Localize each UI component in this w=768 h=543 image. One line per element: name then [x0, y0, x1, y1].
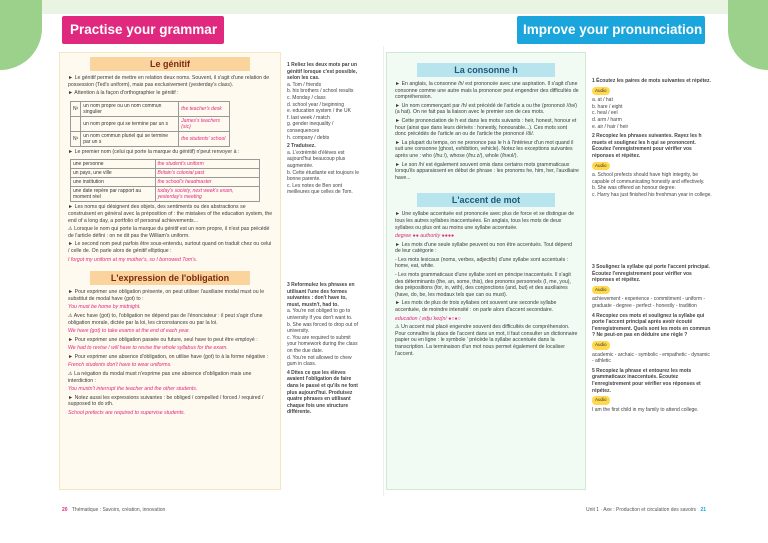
- exercise-line: a. at / hat: [592, 97, 613, 104]
- section-heading-obligation: L'expression de l'obligation: [90, 271, 250, 285]
- audio-button[interactable]: Audio: [592, 396, 610, 405]
- footer-text: Unit 1 · Axe : Production et circulation des savoirs: [585, 507, 697, 513]
- paragraph: ⚠ La négation du modal must n'exprime pas une absence d'obligation mais une interdiction :: [68, 371, 252, 384]
- example-line: [387, 233, 585, 242]
- paragraph: ► Pour exprimer une obligation passée ou future, seul have to peut être employé :: [68, 336, 258, 343]
- exercise-line: a. L'extrémité d'élèves est aujourd'hui beaucoup plus augmentée.: [287, 149, 346, 169]
- exercise-line: 3 Reformulez les phrases en utilisant l'une des formes suivantes : don't have to, must, mustn't, had to.: [287, 282, 355, 308]
- exercise-line: c. Monday / class: [287, 94, 326, 101]
- page-gutter: [383, 46, 384, 496]
- exercise-line: 2 Traduisez.: [287, 143, 316, 150]
- exercise-line: I am the first child in my family to attend college.: [592, 406, 699, 413]
- exercise-line: academic - archaic - symbolic - empathetic - dynamic - athletic: [592, 351, 710, 365]
- exercise-line: d. You're not allowed to chew gum in class.: [287, 354, 352, 368]
- table-cell: James's teachers (sic): [179, 116, 230, 131]
- table-cell: N¹: [71, 131, 81, 146]
- table-cell: une date repère par rapport au moment réel: [71, 187, 156, 202]
- exercise-line: 4 Recopiez ces mots et soulignez la syllabe qui porte l'accent principal après avoir écouté l'enregistrement. Quels sont les mots en commun ? Ne peut-on pas en déduire une règle ?: [592, 312, 711, 339]
- table-row: [71, 101, 230, 116]
- paragraph: ► Le génitif permet de mettre en relation deux noms. Souvent, il s'agit d'une relation de possession (Ted's uniform), mais pas exclusivement (yesterday's class).: [68, 75, 270, 88]
- paragraph: ► Pour exprimer une absence d'obligation, on utilise have (got) to à la forme négative :: [68, 353, 269, 360]
- exercise-line: e. education system / the UK: [287, 108, 351, 115]
- table-cell: the student's uniform: [155, 160, 260, 169]
- genitive-usage-table: [70, 159, 260, 202]
- section-heading-word-stress: L'accent de mot: [417, 193, 555, 207]
- exercise-line: c. Harry has just finished his freshman year in college.: [592, 191, 712, 198]
- exercise-column-h: [592, 78, 712, 199]
- table-cell: un pays, une ville: [71, 169, 156, 178]
- top-strip: [30, 0, 738, 14]
- table-cell: [71, 116, 81, 131]
- exercise-line: 1 Reliez les deux mots par un génitif lorsque c'est possible, selon les cas.: [287, 62, 358, 82]
- table-row: [71, 131, 230, 146]
- audio-button[interactable]: Audio: [592, 162, 610, 171]
- footer-right: [586, 507, 706, 513]
- paragraph: ⚠ Un accent mal placé engendre souvent des difficultés de compréhension. Pour connaître la place de l'accent dans un mot, il faut consulter un dictionnaire papier ou en ligne : le symbole ' précède la syllabe accentuée dans la transcription. La terminaison d'un mot nous permet également de localiser l'accent.: [395, 324, 578, 357]
- grammar-panel: [59, 52, 281, 490]
- page-title-grammar: Practise your grammar: [62, 16, 224, 44]
- table-cell: un nom commun pluriel qui se termine par un s: [81, 131, 179, 146]
- exercise-line: b. She was forced to drop out of university.: [287, 321, 358, 335]
- example-line: [60, 410, 280, 419]
- exercise-line: a. You're not obliged to go to university if you don't want to.: [287, 308, 353, 321]
- example-line: [387, 316, 585, 325]
- paragraph: - Les mots lexicaux (noms, verbes, adjectifs) d'une syllabe sont accentués : home, eat, white.: [395, 256, 569, 270]
- paragraph: ► Le premier nom (celui qui porte la marque du génitif) n'peut renvoyer à :: [68, 148, 240, 155]
- exercise-line: a. Tom / friends: [287, 81, 322, 88]
- example-text: We have (got) to take exams at the end of each year.: [68, 328, 190, 335]
- example-text: education /ˌedjuˈkeɪʃn/ ●○●○: [395, 315, 461, 322]
- exercise-line: e. air / hair / heir: [592, 123, 629, 130]
- audio-button[interactable]: Audio: [592, 286, 610, 295]
- paragraph: ► Un nom commençant par /h/ est précédé de l'article a ou the (prononcé /ðə/) (a hat). On ne fait pas la liaison avec le premier son de ces mots.: [395, 102, 578, 116]
- table-row: [71, 160, 260, 169]
- table-cell: une institution: [71, 178, 156, 187]
- paragraph: ► Le second nom peut parfois être sous-entendu, surtout quand on traduit chez ou celui / celle de. On parle alors de génitif elliptique :: [68, 241, 272, 254]
- page-number: 21: [700, 507, 706, 513]
- table-cell: today's society, next week's exam, yesterday's meeting: [155, 187, 260, 202]
- exercise-line: f. last week / match: [287, 114, 330, 121]
- exercise-column-genitive: [287, 62, 359, 196]
- table-row: [71, 116, 230, 131]
- exercise-line: b. Cette étudiante est toujours le bonne parente.: [287, 169, 359, 183]
- paragraph: ⚠ Avec have (got) to, l'obligation ne dépend pas de l'énonciateur : il peut s'agir d'une obligation morale, dictée par la loi, les circonstances ou par la loi.: [68, 312, 263, 326]
- table-cell: Britain's colonial past: [155, 169, 260, 178]
- example-line: [60, 345, 280, 354]
- paragraph: ► En anglais, la consonne /h/ est prononcée avec une aspiration. Il s'agit d'une consonne comme une autre mais la prononcer peut engendrer des difficultés de compréhension.: [395, 81, 579, 101]
- paragraph: ► Notez aussi les expressions suivantes : be obliged / compelled / forced / required / supposed to do sth.: [68, 394, 264, 408]
- page-number: 20: [62, 507, 68, 513]
- table-cell: un nom propre ou un nom commun singulier: [81, 101, 179, 116]
- exercise-line: b. She was offered an honour degree.: [592, 185, 676, 192]
- example-line: [60, 386, 280, 395]
- paragraph: ► Les mots d'une seule syllabe peuvent ou non être accentués. Tout dépend de leur catégorie :: [395, 241, 573, 255]
- example-line: [60, 362, 280, 371]
- exercise-line: c. You are required to submit your homework during the class on the due date.: [287, 334, 358, 354]
- paragraph: ► Une syllabe accentuée est prononcée avec plus de force et se distingue de tous les autres syllabes inaccentuées. En anglais, tous les mots de deux syllabes ou plus ont au moins une syllabe accentuée.: [395, 211, 575, 231]
- paragraph: ► Pour exprimer une obligation présente, on peut utiliser l'auxiliaire modal must ou le substitut de modal have (got) to :: [68, 289, 265, 302]
- table-cell: the students' school: [179, 131, 230, 146]
- exercise-column-stress: [592, 264, 712, 413]
- table-cell: the school's headmaster: [155, 178, 260, 187]
- example-text: You must be home by midnight.: [68, 304, 141, 311]
- example-line: [60, 328, 280, 337]
- page-title-pronunciation: Improve your pronunciation: [517, 16, 705, 44]
- exercise-line: c. Les notes de Ben sont meilleures que celles de Tom.: [287, 182, 353, 196]
- exercise-column-obligation: [287, 282, 359, 416]
- paragraph: ► Les noms qui désignent des objets, des sentiments ou des abstractions se construisent en général avec la préposition of : the mistakes of the education system, the end of a long day, a portfolio of personal achievements...: [68, 204, 273, 224]
- pronunciation-panel: [386, 52, 586, 490]
- table-cell: un nom propre qui se termine par un s: [81, 116, 179, 131]
- example-text: degree ●● authority ●●●●: [395, 233, 455, 240]
- section-heading-genitive: Le génitif: [90, 57, 250, 71]
- exercise-line: achievement - experience - commitment - uniform - graduate - degree - perfect - honestly - tradition: [592, 296, 706, 309]
- exercise-line: g. gender inequality / consequences: [287, 121, 334, 134]
- exercise-line: b. his brothers / school results: [287, 88, 354, 95]
- exercise-line: h. company / debts: [287, 134, 330, 141]
- section-heading-consonant-h: La consonne h: [417, 63, 555, 77]
- table-cell: N¹: [71, 101, 81, 116]
- footer-left: [62, 507, 165, 513]
- decorative-wave-left: [0, 0, 42, 70]
- paragraph: ► La plupart du temps, on ne prononce pas le h à l'intérieur d'un mot quand il suit une consonne (ghost, exhibition, vehicle). Notez les exceptions suivantes après une : who (/huː/), whose (/huːz/), whole (/həʊl/).: [395, 139, 574, 159]
- example-text: I forgot my uniform at my mother's, so I borrowed Tom's.: [68, 256, 198, 263]
- audio-button[interactable]: Audio: [592, 87, 610, 96]
- table-cell: une personne: [71, 160, 156, 169]
- exercise-line: 3 Soulignez la syllabe qui porte l'accent principal. Écoutez l'enregistrement pour vérifier vos réponses et répétez.: [592, 264, 710, 284]
- table-cell: the teacher's desk: [179, 101, 230, 116]
- genitive-spelling-table: [70, 101, 230, 147]
- decorative-wave-right: [728, 0, 768, 70]
- example-line: [60, 304, 280, 313]
- exercise-line: 2 Recopiez les phrases suivantes. Rayez les h muets et soulignez les h qui se prononcent. Écoutez l'enregistrement pour vérifier vos réponses et répétez.: [592, 133, 702, 159]
- example-text: You mustn't interrupt the teacher and the other students.: [68, 386, 198, 393]
- footer-text: Thématique : Savoirs, création, innovation: [71, 507, 166, 513]
- exercise-line: c. heal / eel: [592, 110, 618, 117]
- paragraph: ► Le son /h/ est également souvent omis dans certains mots grammaticaux lorsqu'ils apparaissent en début de phrase : les pronoms he, him, her, l'auxiliaire have...: [395, 161, 579, 181]
- example-text: French students don't have to wear uniforms.: [68, 362, 172, 369]
- paragraph: ► Cette prononciation de h est dans les mots suivants : heir, honest, honour et hour (ainsi que dans leurs dérivés : honestly, honourable...). Ces mots sont donc précédés de l'article an ou de l'article the prononcé /ði/.: [395, 117, 577, 138]
- paragraph: ► Les mots de plus de trois syllabes ont souvent une seconde syllabe accentuée, de moindre intensité : on parle alors d'accent secondaire.: [395, 300, 557, 314]
- audio-button[interactable]: Audio: [592, 341, 610, 350]
- paragraph: - Les mots grammaticaux d'une syllabe sont en principe inaccentués. Il s'agit des déterminants (the, an, some, this), des pronoms personnels (I, me, you), des prépositions (for, in, with), des conjonctions (and, but) et des auxiliaires (have, do, be, les modaux tels que can ou must).: [395, 272, 571, 298]
- exercise-line: 1 Écoutez les paires de mots suivantes et répétez.: [592, 78, 711, 84]
- exercise-line: a. School prefects should have high integrity, be capable of communicating honestly and effectively.: [592, 172, 705, 185]
- exercise-line: d. school year / beginning: [287, 101, 344, 108]
- exercise-line: b. hare / eight: [592, 103, 623, 110]
- table-row: [71, 187, 260, 202]
- table-row: [71, 169, 260, 178]
- table-row: [71, 178, 260, 187]
- paragraph: ⚠ Lorsque le nom qui porte la marque du génitif est un nom propre, il n'est pas précédé de l'article défini : on ne dit pas the William's uniform.: [68, 226, 270, 239]
- paragraph: ► Attention à la façon d'orthographier le génitif :: [68, 90, 179, 97]
- exercise-line: 5 Recopiez la phrase et entourez les mots grammaticaux inaccentués. Écoutez l'enregistrement pour vérifier vos réponses et répétez.: [592, 367, 701, 394]
- exercise-line: 4 Dites ce que les élèves avaient l'obligation de faire dans le passé et qu'ils ne font plus aujourd'hui. Produisez quatre phrases en utilisant chaque fois une structure différente.: [287, 369, 358, 416]
- example-text: School prefects are required to supervise students.: [68, 410, 186, 417]
- example-line: [60, 257, 280, 266]
- example-text: We had to revise / will have to revise the whole syllabus for the exam.: [68, 345, 228, 352]
- exercise-line: d. arm / harm: [592, 116, 622, 123]
